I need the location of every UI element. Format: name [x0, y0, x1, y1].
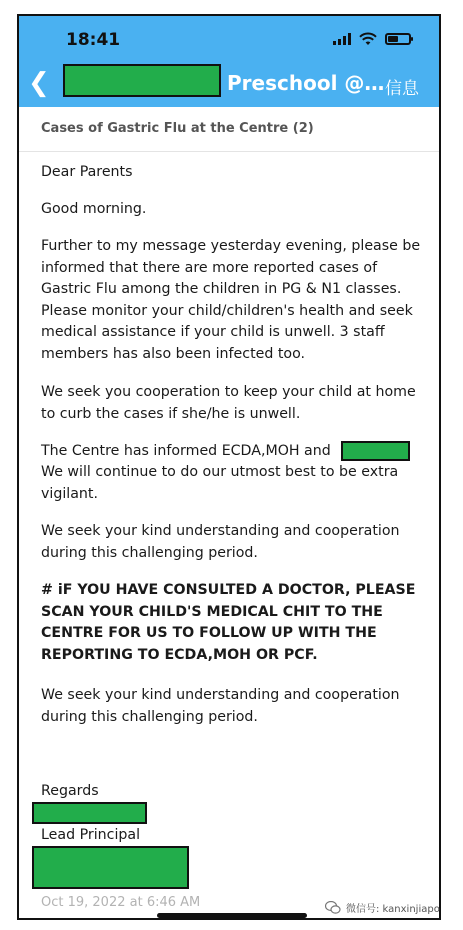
paragraph-5: We seek your kind understanding and cooperation during this challenging period. — [41, 687, 400, 725]
wechat-watermark — [325, 900, 440, 915]
good-morning-line: Good morning. — [41, 201, 147, 217]
regards-line: Regards — [41, 783, 99, 799]
back-chevron-icon[interactable]: ❮ — [28, 68, 50, 98]
paragraph-3-rest: We will continue to do our utmost best to be extra vigilant. — [41, 464, 399, 502]
phone-screenshot-frame — [17, 14, 441, 920]
message-subject-bar — [19, 107, 439, 152]
info-button[interactable]: 信息 — [385, 79, 419, 99]
wifi-icon — [359, 32, 377, 46]
chat-title: Preschool @… — [227, 71, 385, 95]
redacted-signature — [32, 846, 189, 889]
battery-icon — [385, 33, 411, 45]
paragraph-1: Further to my message yesterday evening, please be informed that there are more reported cases of Gastric Flu among the children in PG & N1 classes. Please monitor your child/children's health and seek medical assistance if your child is unwell. 3 staff members has also been infected too. — [41, 238, 421, 362]
signal-icon — [333, 33, 351, 45]
redacted-sender-name — [32, 802, 147, 824]
bold-notice: # iF YOU HAVE CONSULTED A DOCTOR, PLEASE SCAN YOUR CHILD'S MEDICAL CHIT TO THE CENTRE FOR US TO FOLLOW UP WITH THE REPORTING TO ECDA,MOH OR PCF. — [41, 582, 416, 663]
greeting: Dear Parents — [41, 164, 133, 180]
paragraph-3-start: The Centre has informed ECDA,MOH and — [41, 443, 331, 459]
status-time: 18:41 — [66, 30, 121, 50]
wechat-logo-icon — [325, 901, 341, 914]
paragraph-4: We seek your kind understanding and cooperation during this challenging period. — [41, 523, 400, 561]
role-line: Lead Principal — [41, 827, 141, 843]
watermark-text: 微信号: kanxinjiapo — [346, 904, 440, 915]
message-timestamp: Oct 19, 2022 at 6:46 AM — [41, 895, 201, 910]
chat-header — [19, 16, 439, 107]
paragraph-2: We seek you cooperation to keep your child at home to curb the cases if she/he is unwell. — [41, 384, 416, 422]
message-subject: Cases of Gastric Flu at the Centre (2) — [41, 121, 314, 136]
redacted-organisation — [341, 441, 410, 461]
status-icons — [333, 32, 411, 46]
home-indicator — [157, 913, 307, 918]
redacted-group-name — [63, 64, 221, 97]
